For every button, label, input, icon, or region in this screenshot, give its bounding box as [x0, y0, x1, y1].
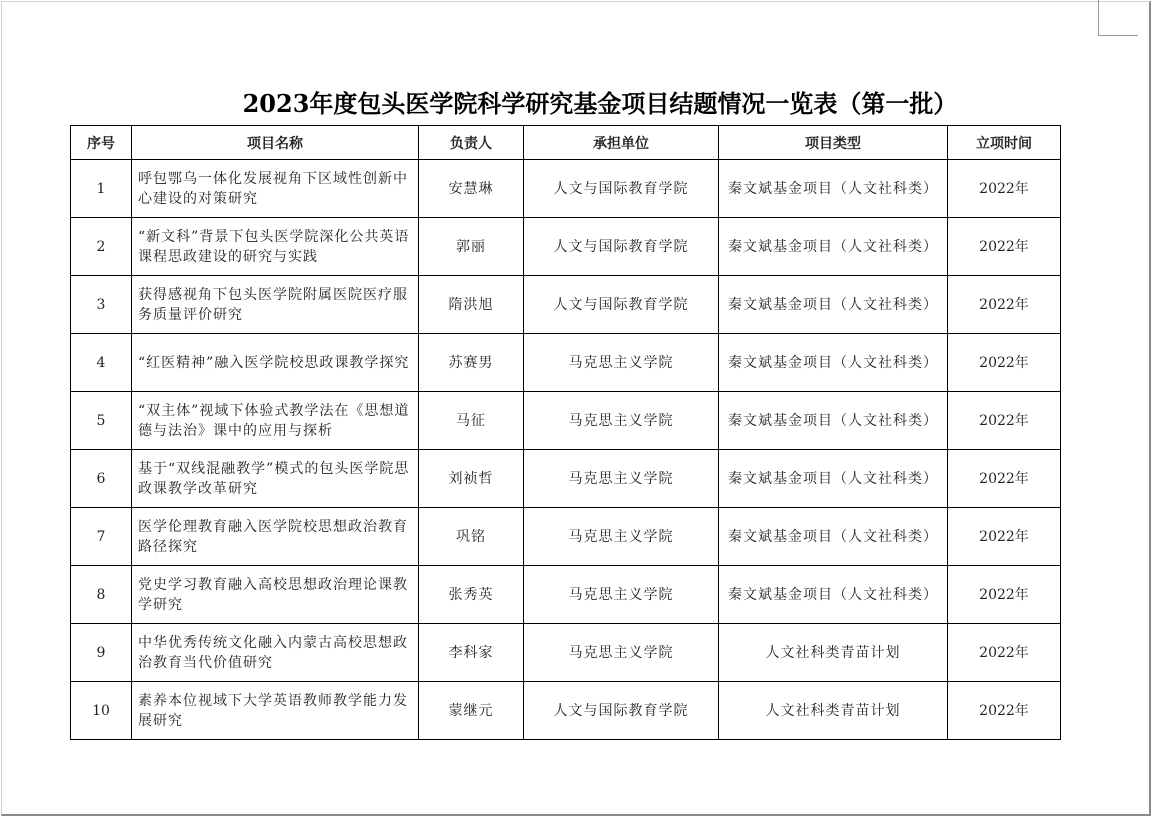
row-year: 2022年	[948, 508, 1061, 566]
row-no: 7	[71, 508, 132, 566]
row-type: 秦文斌基金项目（人文社科类）	[719, 508, 948, 566]
table-row	[71, 334, 1061, 392]
row-type: 秦文斌基金项目（人文社科类）	[719, 160, 948, 218]
row-person: 苏赛男	[419, 334, 524, 392]
crop-mark	[1098, 0, 1099, 36]
row-type: 秦文斌基金项目（人文社科类）	[719, 276, 948, 334]
row-person: 安慧琳	[419, 160, 524, 218]
row-no: 4	[71, 334, 132, 392]
row-unit: 人文与国际教育学院	[524, 218, 719, 276]
header-project-name: 项目名称	[132, 126, 419, 160]
row-no: 1	[71, 160, 132, 218]
row-year: 2022年	[948, 624, 1061, 682]
row-unit: 马克思主义学院	[524, 624, 719, 682]
table-row	[71, 392, 1061, 450]
table-row	[71, 276, 1061, 334]
row-person: 李科家	[419, 624, 524, 682]
row-project-name: 基于“双线混融教学”模式的包头医学院思政课教学改革研究	[132, 450, 419, 508]
row-person: 刘祯哲	[419, 450, 524, 508]
row-project-name: 医学伦理教育融入医学院校思想政治教育路径探究	[132, 508, 419, 566]
row-person: 张秀英	[419, 566, 524, 624]
project-table	[70, 125, 1061, 740]
header-no: 序号	[71, 126, 132, 160]
row-year: 2022年	[948, 392, 1061, 450]
row-no: 2	[71, 218, 132, 276]
row-type: 秦文斌基金项目（人文社科类）	[719, 218, 948, 276]
row-type: 秦文斌基金项目（人文社科类）	[719, 334, 948, 392]
row-type: 秦文斌基金项目（人文社科类）	[719, 450, 948, 508]
row-project-name: 党史学习教育融入高校思想政治理论课教学研究	[132, 566, 419, 624]
row-person: 蒙继元	[419, 682, 524, 740]
table-row	[71, 566, 1061, 624]
row-project-name: “双主体”视域下体验式教学法在《思想道德与法治》课中的应用与探析	[132, 392, 419, 450]
row-person: 郭丽	[419, 218, 524, 276]
row-year: 2022年	[948, 160, 1061, 218]
row-year: 2022年	[948, 450, 1061, 508]
table-row	[71, 682, 1061, 740]
row-no: 5	[71, 392, 132, 450]
row-project-name: 素养本位视域下大学英语教师教学能力发展研究	[132, 682, 419, 740]
crop-mark	[1098, 35, 1138, 36]
table-row	[71, 160, 1061, 218]
row-no: 9	[71, 624, 132, 682]
table-row	[71, 218, 1061, 276]
header-person: 负责人	[419, 126, 524, 160]
row-unit: 人文与国际教育学院	[524, 160, 719, 218]
row-project-name: 呼包鄂乌一体化发展视角下区域性创新中心建设的对策研究	[132, 160, 419, 218]
row-unit: 马克思主义学院	[524, 392, 719, 450]
header-type: 项目类型	[719, 126, 948, 160]
table-header-row	[71, 126, 1061, 160]
row-person: 巩铭	[419, 508, 524, 566]
row-year: 2022年	[948, 334, 1061, 392]
row-year: 2022年	[948, 276, 1061, 334]
document-title: 2023年度包头医学院科学研究基金项目结题情况一览表（第一批）	[242, 89, 958, 118]
header-year: 立项时间	[948, 126, 1061, 160]
row-year: 2022年	[948, 218, 1061, 276]
row-type: 人文社科类青苗计划	[719, 624, 948, 682]
row-no: 8	[71, 566, 132, 624]
header-unit: 承担单位	[524, 126, 719, 160]
row-no: 10	[71, 682, 132, 740]
row-year: 2022年	[948, 682, 1061, 740]
row-no: 6	[71, 450, 132, 508]
row-unit: 马克思主义学院	[524, 450, 719, 508]
row-year: 2022年	[948, 566, 1061, 624]
row-project-name: “新文科”背景下包头医学院深化公共英语课程思政建设的研究与实践	[132, 218, 419, 276]
row-unit: 马克思主义学院	[524, 566, 719, 624]
row-type: 人文社科类青苗计划	[719, 682, 948, 740]
table-row	[71, 624, 1061, 682]
row-type: 秦文斌基金项目（人文社科类）	[719, 566, 948, 624]
row-person: 隋洪旭	[419, 276, 524, 334]
row-unit: 马克思主义学院	[524, 334, 719, 392]
row-person: 马征	[419, 392, 524, 450]
row-unit: 人文与国际教育学院	[524, 682, 719, 740]
row-project-name: 获得感视角下包头医学院附属医院医疗服务质量评价研究	[132, 276, 419, 334]
table-row	[71, 450, 1061, 508]
row-unit: 人文与国际教育学院	[524, 276, 719, 334]
row-type: 秦文斌基金项目（人文社科类）	[719, 392, 948, 450]
row-project-name: “红医精神”融入医学院校思政课教学探究	[132, 334, 419, 392]
table-row	[71, 508, 1061, 566]
row-no: 3	[71, 276, 132, 334]
row-project-name: 中华优秀传统文化融入内蒙古高校思想政治教育当代价值研究	[132, 624, 419, 682]
row-unit: 马克思主义学院	[524, 508, 719, 566]
